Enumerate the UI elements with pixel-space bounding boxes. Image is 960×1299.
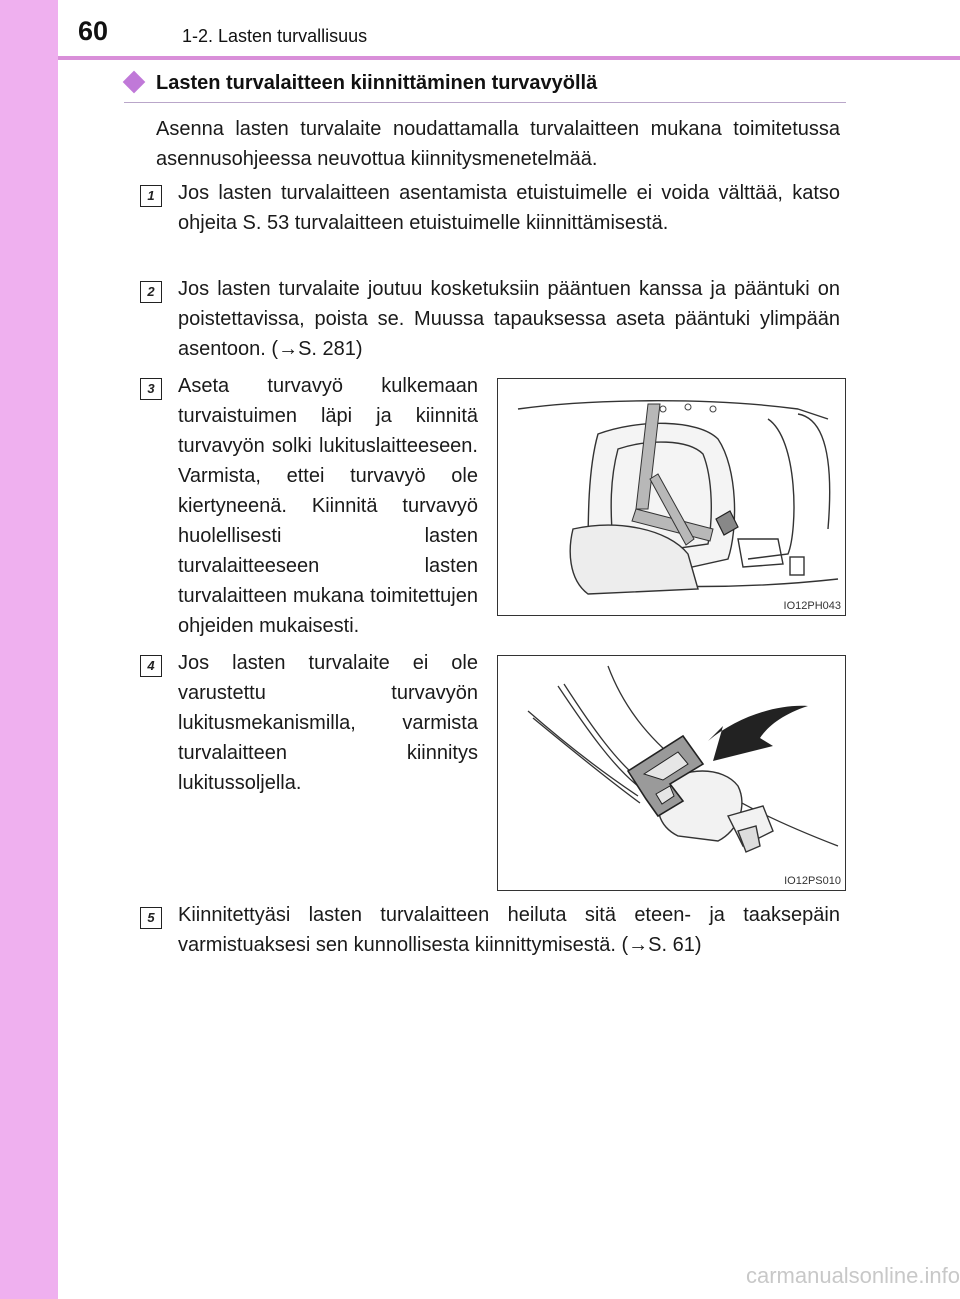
page-ref-61[interactable]: S. 61 (648, 934, 695, 956)
step-text-5-before: Kiinnitettyäsi lasten turvalaitteen heiluta sitä eteen- ja taaksepäin varmistuaksesi sen kunnollisesta kiinnittymisestä. ( (178, 904, 840, 956)
figure-code-2: IO12PS010 (784, 875, 841, 887)
page-number: 60 (78, 16, 109, 46)
step-number-5: 5 (140, 907, 162, 929)
step-number-2: 2 (140, 281, 162, 303)
step-text-5-after: ) (694, 934, 702, 956)
step-text-2-after: ) (355, 338, 363, 360)
step-text-1: Jos lasten turvalaitteen asentamista etuistuimelle ei voida välttää, katso ohjeita S. 53 turvalaitteen etuistuimelle kiinnittämisestä. (178, 182, 840, 234)
page-side-bar (0, 0, 58, 1299)
step-number-4: 4 (140, 655, 162, 677)
step-text-5 (178, 900, 840, 960)
locking-clip-figure (497, 655, 846, 891)
child-seat-illustration (498, 379, 845, 615)
step-text-2-before: Jos lasten turvalaite joutuu kosketuksiin pääntuen kanssa ja pääntuki on poistettavissa, poista se. Muussa tapauksessa aseta pääntuki ylimpään asentoon. ( (178, 278, 840, 360)
page-ref-281[interactable]: S. 281 (298, 338, 356, 360)
locking-clip-illustration (498, 656, 845, 890)
diamond-bullet-icon (123, 71, 146, 94)
step-text-2 (178, 274, 840, 364)
chapter-title: 1-2. Lasten turvallisuus (182, 26, 368, 46)
watermark: carmanualsonline.info (745, 1263, 960, 1288)
step-text-3: Aseta turvavyö kulkemaan turvaistuimen läpi ja kiinnitä turvavyön solki lukituslaitteeseen. Varmista, ettei turvavyö ole kiertyneenä. Kiinnitä turvavyö huolellisesti lasten turvalaitteeseen lasten turvalaitteen mukana toimitettujen ohjeiden mukaisesti. (178, 375, 478, 637)
arrow-right-icon: → (628, 934, 649, 956)
figure-code-1: IO12PH043 (783, 600, 841, 612)
intro-paragraph: Asenna lasten turvalaite noudattamalla turvalaitteen mukana toimitetussa asennusohjeessa neuvottua kiinnitysmenetelmää. (156, 118, 840, 170)
step-text-4: Jos lasten turvalaite ei ole varustettu turvavyön lukitusmekanismilla, varmista turvalaitteen kiinnitys lukitussoljella. (178, 652, 478, 794)
step-number-3: 3 (140, 378, 162, 400)
section-title: Lasten turvalaitteen kiinnittäminen turvavyöllä (156, 72, 598, 94)
step-number-1: 1 (140, 185, 162, 207)
section-heading (124, 72, 846, 103)
header-rule (58, 56, 960, 60)
arrow-right-icon: → (278, 338, 299, 360)
child-seat-belt-figure (497, 378, 846, 616)
